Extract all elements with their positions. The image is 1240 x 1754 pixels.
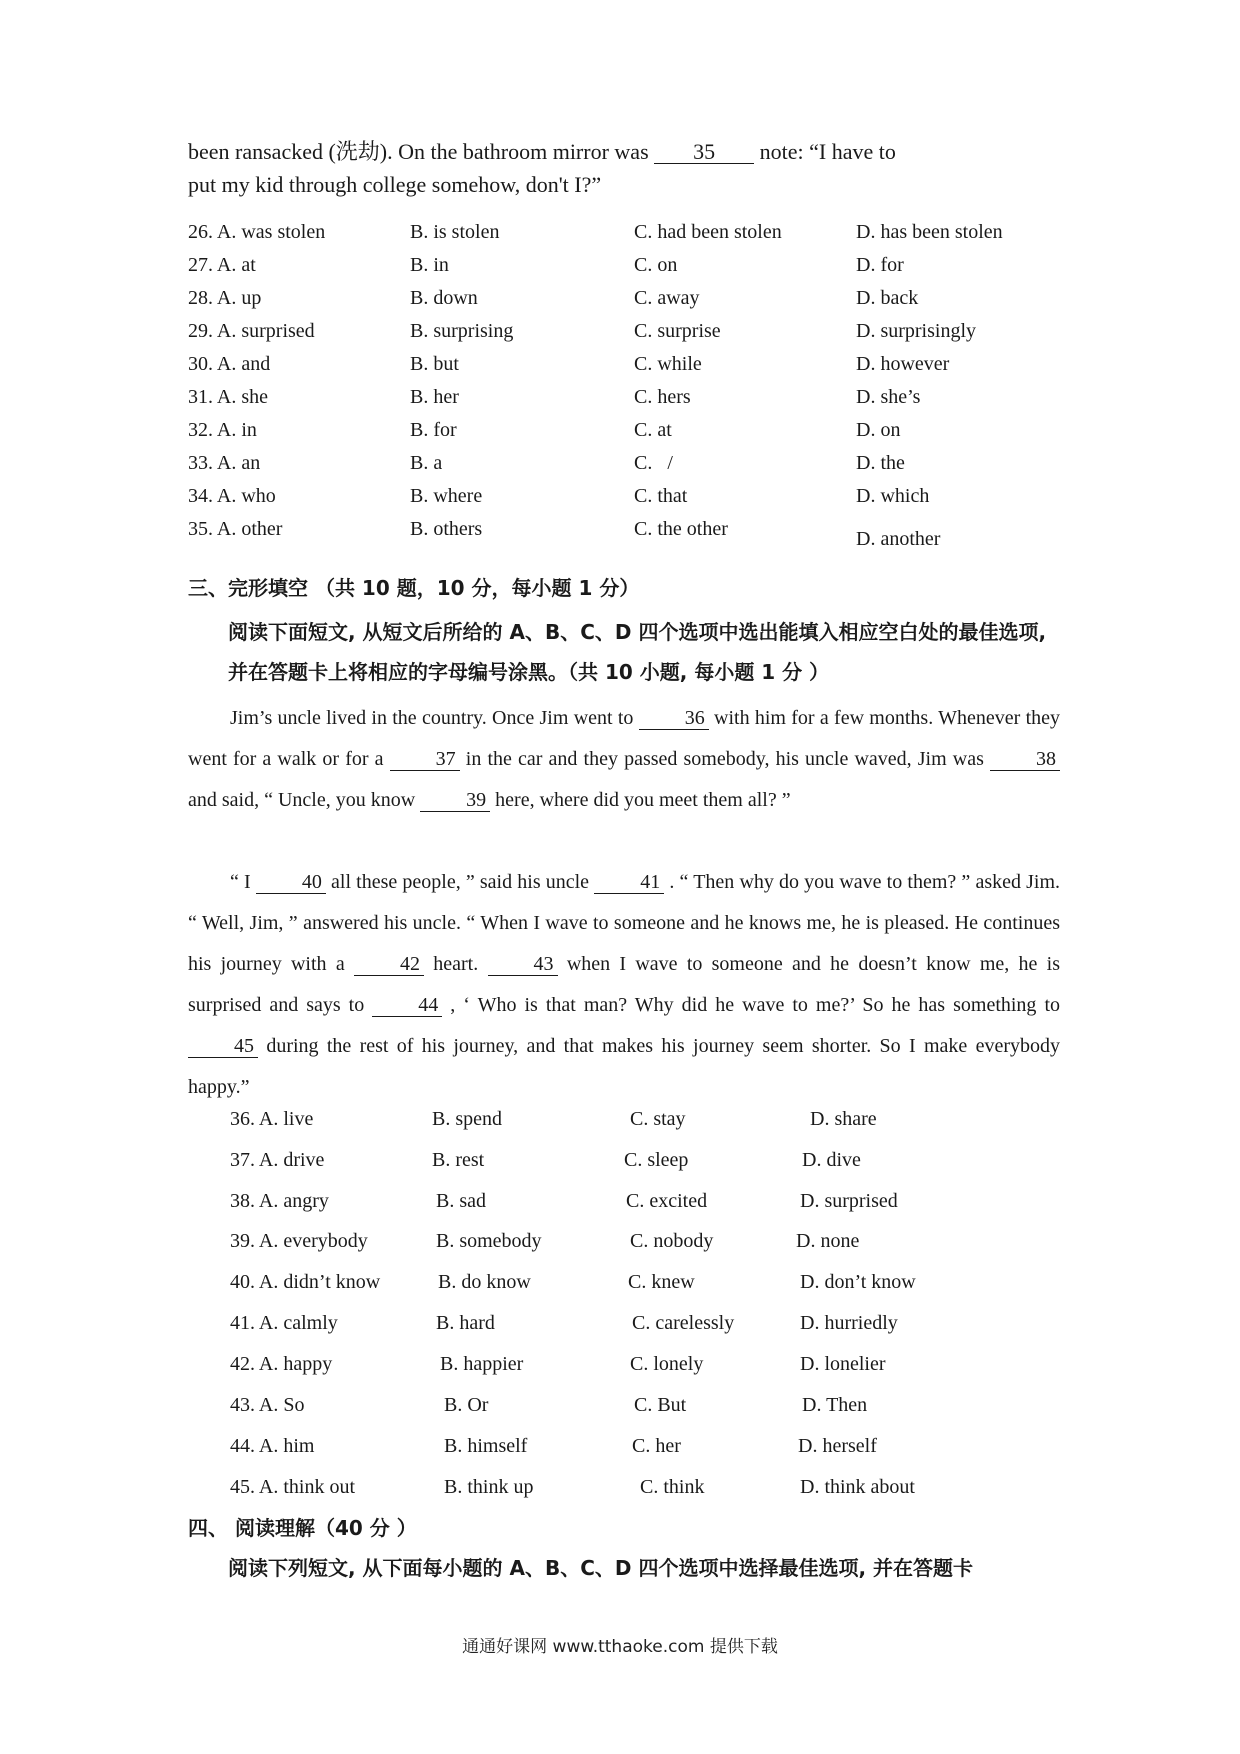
blank-44: 44 bbox=[372, 994, 442, 1017]
option-d: D. herself bbox=[798, 1435, 877, 1457]
option-c: C. away bbox=[634, 287, 700, 309]
option-b: B. in bbox=[410, 254, 449, 276]
option-d: D. on bbox=[856, 419, 901, 441]
option-d: D. lonelier bbox=[800, 1353, 886, 1375]
option-a: 26. A. was stolen bbox=[188, 221, 326, 243]
option-d: D. back bbox=[856, 287, 919, 309]
blank-35: 35 bbox=[654, 141, 754, 164]
option-a: 32. A. in bbox=[188, 419, 257, 441]
passage-text: all these people, ” said his uncle bbox=[331, 871, 590, 893]
blank-45: 45 bbox=[188, 1035, 258, 1058]
blank-39: 39 bbox=[420, 789, 490, 812]
passage-text: . “ Then why do you wave to them? ” asked Jim. “ Well, Jim, ” answered his uncle. “ When I wave to someone and he knows me, he is pleased. He continues his journey with a bbox=[188, 871, 1061, 975]
option-c: C. on bbox=[634, 254, 678, 276]
option-b: B. surprising bbox=[410, 320, 514, 342]
top-passage bbox=[188, 135, 1060, 201]
option-b: B. think up bbox=[444, 1476, 534, 1498]
option-b: B. her bbox=[410, 386, 459, 408]
cloze-passage-p2 bbox=[188, 862, 1060, 1108]
option-b: B. a bbox=[410, 452, 443, 474]
passage-text: “ I bbox=[230, 871, 251, 893]
option-d: D. share bbox=[810, 1108, 877, 1130]
option-c: C. surprise bbox=[634, 320, 721, 342]
option-a: 30. A. and bbox=[188, 353, 271, 375]
option-d: D. the bbox=[856, 452, 905, 474]
option-a: 42. A. happy bbox=[230, 1353, 333, 1375]
page-footer: 通通好课网 www.tthaoke.com 提供下载 bbox=[462, 1637, 778, 1657]
option-a: 40. A. didn’t know bbox=[230, 1271, 381, 1293]
passage-text: when I wave to someone and he doesn’t know me, he is surprised and says to bbox=[188, 953, 1061, 1016]
option-b: B. Or bbox=[444, 1394, 489, 1416]
option-b: B. happier bbox=[440, 1353, 524, 1375]
cloze-passage-p1 bbox=[188, 698, 1060, 821]
option-a: 27. A. at bbox=[188, 254, 256, 276]
option-d: D. surprisingly bbox=[856, 320, 976, 342]
option-a: 44. A. him bbox=[230, 1435, 315, 1457]
passage-text: and said, “ Uncle, you know bbox=[188, 789, 416, 811]
option-d: D. which bbox=[856, 485, 930, 507]
blank-41: 41 bbox=[594, 871, 664, 894]
passage-text: , ‘ Who is that man? Why did he wave to me?’ So he has something to bbox=[450, 994, 1060, 1016]
section3-instruction: 阅读下面短文, 从短文后所给的 A、B、C、D 四个选项中选出能填入相应空白处的最佳选项, 并在答题卡上将相应的字母编号涂黑。（共 10 小题, 每小题 1 分 ） bbox=[228, 620, 1047, 684]
passage-text: during the rest of his journey, and that makes his journey seem shorter. So I make everybody happy.” bbox=[188, 1035, 1060, 1098]
option-d: D. don’t know bbox=[800, 1271, 916, 1293]
option-d: D. dive bbox=[802, 1149, 861, 1171]
option-d: D. none bbox=[796, 1230, 860, 1252]
option-d: D. she’s bbox=[856, 386, 921, 408]
option-a: 41. A. calmly bbox=[230, 1312, 338, 1334]
passage-text: in the car and they passed somebody, his uncle waved, Jim was bbox=[465, 748, 984, 770]
option-d: D. think about bbox=[800, 1476, 915, 1498]
option-a: 36. A. live bbox=[230, 1108, 314, 1130]
option-c: C. carelessly bbox=[632, 1312, 735, 1334]
option-b: B. is stolen bbox=[410, 221, 500, 243]
section4-heading: 四、 阅读理解（40 分 ） bbox=[188, 1516, 417, 1540]
option-d: D. has been stolen bbox=[856, 221, 1003, 243]
option-a: 29. A. surprised bbox=[188, 320, 315, 342]
option-a: 39. A. everybody bbox=[230, 1230, 368, 1252]
passage-text: put my kid through college somehow, don't I?” bbox=[188, 172, 602, 197]
option-d: D. however bbox=[856, 353, 950, 375]
blank-43: 43 bbox=[488, 953, 558, 976]
option-c: C. that bbox=[634, 485, 688, 507]
option-a: 33. A. an bbox=[188, 452, 261, 474]
option-c: C. while bbox=[634, 353, 702, 375]
section3-heading: 三、完形填空 （共 10 题，10 分，每小题 1 分） bbox=[188, 576, 640, 600]
option-d: D. another bbox=[856, 528, 941, 550]
passage-text: note: “I have to bbox=[759, 139, 896, 164]
option-c: C. nobody bbox=[630, 1230, 714, 1252]
option-a: 38. A. angry bbox=[230, 1190, 329, 1212]
option-a: 45. A. think out bbox=[230, 1476, 356, 1498]
passage-text: with him for a few months. Whenever they went for a walk or for a bbox=[188, 707, 1061, 770]
option-b: B. but bbox=[410, 353, 459, 375]
option-b: B. others bbox=[410, 518, 483, 540]
section4-instruction: 阅读下列短文, 从下面每小题的 A、B、C、D 四个选项中选择最佳选项, 并在答题卡 bbox=[228, 1556, 974, 1580]
option-c: C. her bbox=[632, 1435, 681, 1457]
option-c: C. But bbox=[634, 1394, 687, 1416]
blank-42: 42 bbox=[354, 953, 424, 976]
option-c: C. at bbox=[634, 419, 672, 441]
option-c: C. think bbox=[640, 1476, 705, 1498]
passage-text: Jim’s uncle lived in the country. Once Jim went to bbox=[230, 707, 634, 729]
option-a: 43. A. So bbox=[230, 1394, 305, 1416]
passage-text: here, where did you meet them all? ” bbox=[495, 789, 791, 811]
option-c: C. stay bbox=[630, 1108, 686, 1130]
passage-text: heart. bbox=[433, 953, 479, 975]
option-c: C. knew bbox=[628, 1271, 695, 1293]
option-a: 31. A. she bbox=[188, 386, 268, 408]
blank-38: 38 bbox=[990, 748, 1060, 771]
option-c: C. hers bbox=[634, 386, 691, 408]
option-b: B. sad bbox=[436, 1190, 486, 1212]
option-a: 35. A. other bbox=[188, 518, 283, 540]
option-b: B. do know bbox=[438, 1271, 531, 1293]
option-c: C. / bbox=[634, 452, 673, 474]
option-d: D. for bbox=[856, 254, 904, 276]
option-a: 28. A. up bbox=[188, 287, 262, 309]
option-d: D. surprised bbox=[800, 1190, 898, 1212]
option-b: B. for bbox=[410, 419, 457, 441]
passage-text: been ransacked (洗劫). On the bathroom mirror was bbox=[188, 139, 649, 164]
blank-36: 36 bbox=[639, 707, 709, 730]
option-b: B. himself bbox=[444, 1435, 528, 1457]
option-c: C. sleep bbox=[624, 1149, 689, 1171]
option-c: C. excited bbox=[626, 1190, 708, 1212]
option-c: C. had been stolen bbox=[634, 221, 782, 243]
option-b: B. down bbox=[410, 287, 478, 309]
option-d: D. Then bbox=[802, 1394, 868, 1416]
option-c: C. lonely bbox=[630, 1353, 704, 1375]
blank-40: 40 bbox=[256, 871, 326, 894]
option-a: 34. A. who bbox=[188, 485, 276, 507]
option-b: B. spend bbox=[432, 1108, 502, 1130]
option-a: 37. A. drive bbox=[230, 1149, 325, 1171]
option-c: C. the other bbox=[634, 518, 728, 540]
option-b: B. rest bbox=[432, 1149, 485, 1171]
blank-37: 37 bbox=[390, 748, 460, 771]
option-d: D. hurriedly bbox=[800, 1312, 898, 1334]
option-b: B. where bbox=[410, 485, 483, 507]
option-b: B. somebody bbox=[436, 1230, 542, 1252]
option-b: B. hard bbox=[436, 1312, 495, 1334]
